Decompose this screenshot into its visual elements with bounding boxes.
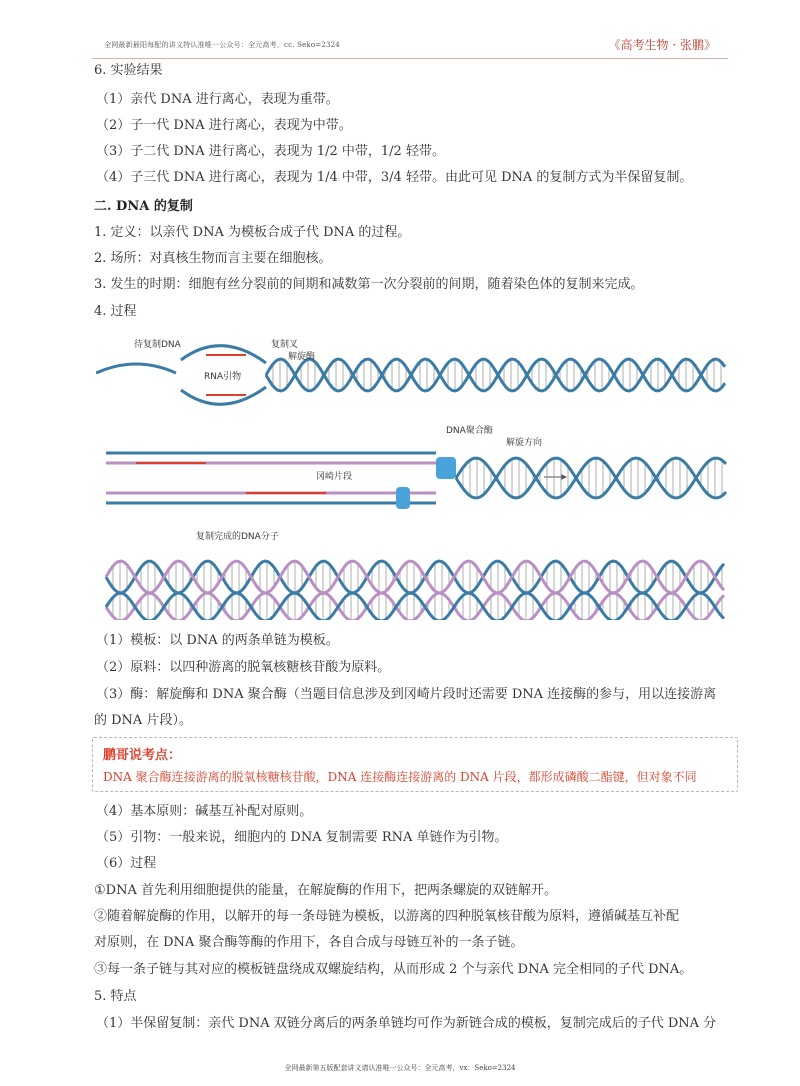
results-item: （2）子一代 DNA 进行离心，表现为中带。 bbox=[96, 118, 352, 133]
key-point-callout bbox=[92, 737, 738, 792]
label-complete: 复制完成的DNA分子 bbox=[196, 532, 279, 542]
replication-item: 4. 过程 bbox=[94, 304, 137, 319]
label-okazaki: 冈崎片段 bbox=[316, 472, 353, 482]
label-helicase: 解旋酶 bbox=[288, 352, 316, 362]
helix-daughter-2 bbox=[106, 593, 724, 620]
results-item: （1）亲代 DNA 进行离心，表现为重带。 bbox=[96, 92, 339, 107]
process-item: （3）酶：解旋酶和 DNA 聚合酶（当题目信息涉及到冈崎片段时还需要 DNA 连接酶的参与，用以连接游离 bbox=[96, 687, 717, 702]
helix-strand bbox=[266, 359, 725, 391]
callout-title: 鹏哥说考点： bbox=[103, 748, 182, 763]
replication-item: 2. 场所：对真核生物而言主要在细胞核。 bbox=[94, 251, 332, 266]
principle-item: （5）引物：一般来说，细胞内的 DNA 复制需要 RNA 单链作为引物。 bbox=[96, 830, 508, 845]
label-rna-primer: RNA引物 bbox=[204, 372, 242, 382]
principle-step: ③每一条子链与其对应的模板链盘绕成双螺旋结构，从而形成 2 个与亲代 DNA 完全相同的子代 DNA。 bbox=[94, 962, 693, 977]
footer-note: 全网最新第五版配套讲义请认准唯一公众号：全元高考，vx：Seko=2324 bbox=[284, 1064, 516, 1072]
header-divider bbox=[92, 58, 728, 59]
features-item: （1）半保留复制：亲代 DNA 双链分离后的两条单链均可作为新链合成的模板，复制完成后的子代 DNA 分 bbox=[96, 1016, 717, 1031]
results-item: （4）子三代 DNA 进行离心，表现为 1/4 中带，3/4 轻带。由此可见 DNA 的复制方式为半保留复制。 bbox=[96, 170, 693, 185]
results-heading: 6. 实验结果 bbox=[94, 63, 163, 78]
brand-tag: 《高考生物 · 张鹏》 bbox=[608, 38, 716, 52]
helix-daughter-1 bbox=[106, 561, 724, 593]
replication-heading: 二. DNA 的复制 bbox=[94, 199, 193, 214]
principle-step: ①DNA 首先利用细胞提供的能量，在解旋酶的作用下，把两条螺旋的双链解开。 bbox=[94, 883, 557, 898]
replication-item: 1. 定义：以亲代 DNA 为模板合成子代 DNA 的过程。 bbox=[94, 225, 411, 240]
principle-step: ②随着解旋酶的作用，以解开的每一条母链为模板，以游离的四种脱氧核苷酸为原料，遵循碱基互补配 bbox=[94, 909, 680, 924]
principle-step-cont: 对原则，在 DNA 聚合酶等酶的作用下，各自合成与母链互补的一条子链。 bbox=[94, 935, 524, 950]
completed-dna-panel bbox=[106, 530, 724, 620]
replication-bubble-panel bbox=[96, 338, 725, 404]
process-item: （1）模板：以 DNA 的两条单链为模板。 bbox=[96, 633, 339, 648]
dna-polymerase-top bbox=[436, 457, 456, 479]
principle-item: （6）过程 bbox=[96, 856, 157, 871]
label-template-dna: 待复制DNA bbox=[134, 340, 181, 350]
callout-body: DNA 聚合酶连接游离的脱氧核糖核苷酸，DNA 连接酶连接游离的 DNA 片段，都形成磷酸二酯键，但对象不同 bbox=[103, 770, 697, 784]
header-note: 全网最新最阳每配的讲义特认准唯一公众号：全元高考，cc. Seko=2324 bbox=[104, 41, 340, 49]
replication-item: 3. 发生的时期：细胞有丝分裂前的间期和减数第一次分裂前的间期，随着染色体的复制来完成。 bbox=[94, 277, 644, 292]
replication-fork-panel bbox=[106, 424, 726, 509]
results-item: （3）子二代 DNA 进行离心，表现为 1/2 中带，1/2 轻带。 bbox=[96, 144, 445, 159]
helix-strand bbox=[266, 359, 725, 391]
dna-polymerase-bottom bbox=[396, 487, 410, 509]
helix-top-right bbox=[266, 359, 725, 391]
process-item: （2）原料：以四种游离的脱氧核糖核苷酸为原料。 bbox=[96, 660, 391, 675]
features-heading: 5. 特点 bbox=[94, 989, 137, 1004]
label-fork: 复制叉 bbox=[271, 340, 299, 350]
label-unwind-direction: 解旋方向 bbox=[506, 438, 543, 448]
label-polymerase: DNA聚合酶 bbox=[446, 426, 493, 436]
dna-replication-figure bbox=[96, 335, 736, 620]
helix-fork-right bbox=[456, 458, 726, 498]
principle-item: （4）基本原则：碱基互补配对原则。 bbox=[96, 804, 313, 819]
process-item-cont: 的 DNA 片段）。 bbox=[94, 713, 192, 728]
